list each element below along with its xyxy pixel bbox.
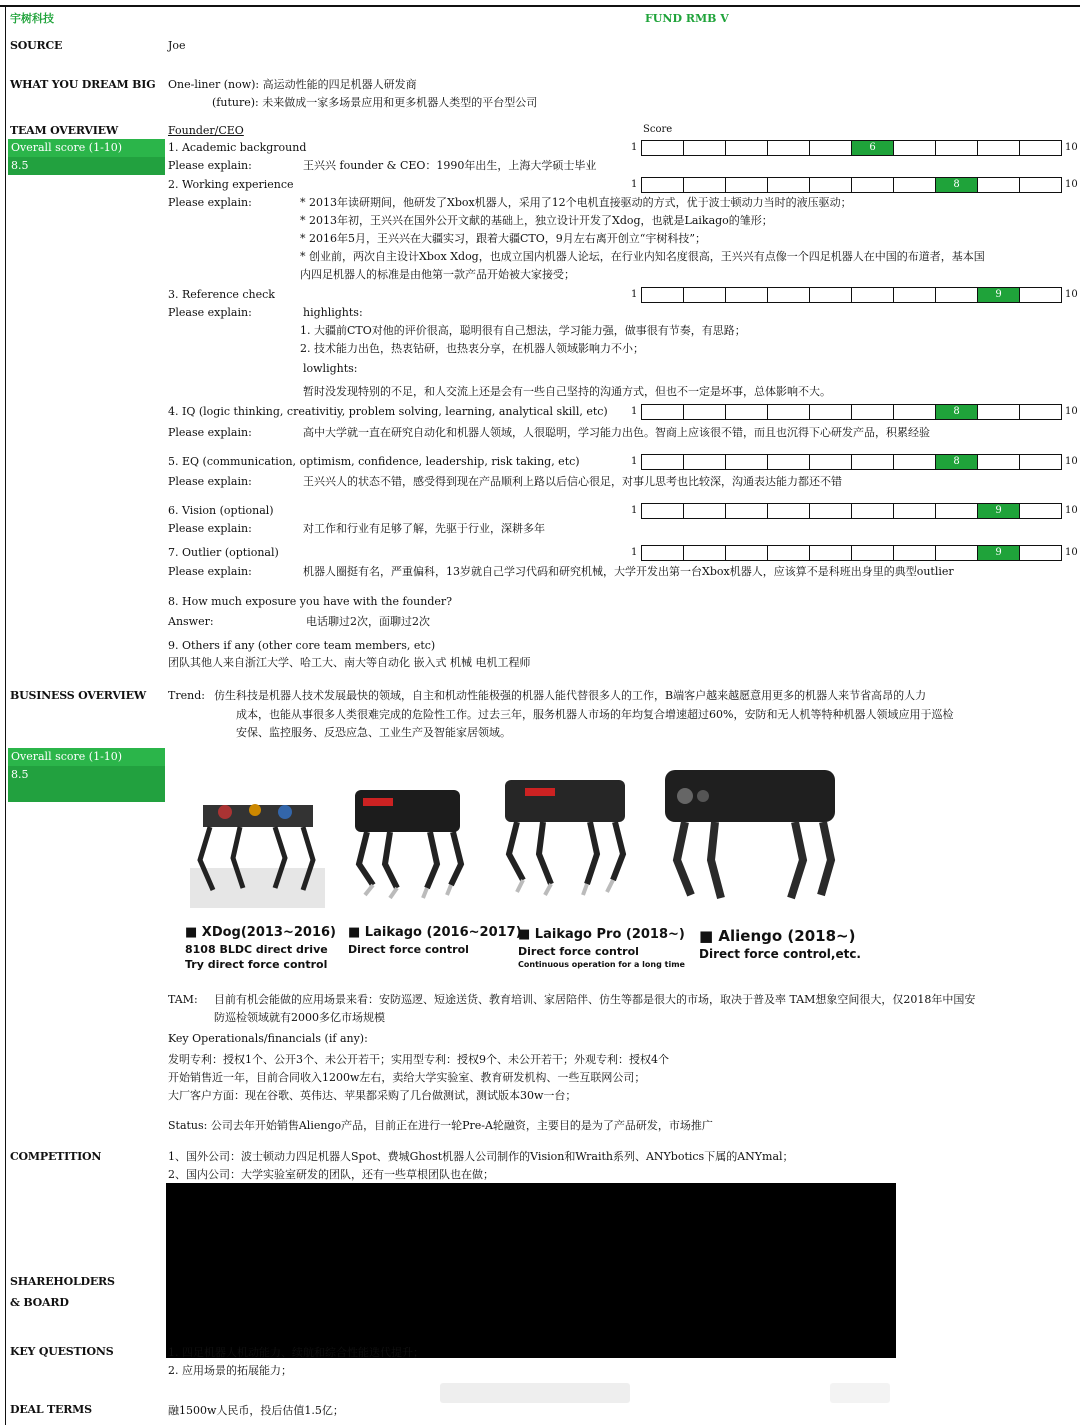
key-question-1: 1. 四足机器人机动能力、续航和综合性能迭代提升；: [168, 1346, 424, 1359]
score-cell: [725, 177, 767, 193]
score-cell: [893, 140, 935, 156]
score-max: 10: [1065, 547, 1078, 558]
score-min: 1: [631, 179, 638, 190]
score-cell: [977, 140, 1019, 156]
score-cell: [767, 404, 809, 420]
score-cell: [1019, 140, 1062, 156]
score-cell: [683, 545, 725, 561]
score-cell: [809, 404, 851, 420]
score-cell: [893, 287, 935, 303]
source-label: SOURCE: [10, 39, 63, 52]
please-explain-label: Please explain:: [168, 306, 252, 319]
please-explain-label: Please explain:: [168, 522, 252, 535]
score-cell: [893, 454, 935, 470]
shareholders-label-1: SHAREHOLDERS: [10, 1275, 115, 1288]
score-max: 10: [1065, 289, 1078, 300]
ops-line-2: 开始销售近一年，目前合同收入1200w左右，卖给大学实验室、教育研发机构、一些互联网公司；: [168, 1071, 646, 1084]
score-cell: [1019, 545, 1062, 561]
score-max: 10: [1065, 406, 1078, 417]
tam-line-1: 目前有机会能做的应用场景来看：安防巡逻、短途送货、教育培训、家居陪伴、仿生等都是很大的市场，取决于普及率 TAM想象空间很大，仅2018年中国安: [214, 993, 976, 1006]
score-cell: [641, 454, 683, 470]
score-cell: [683, 140, 725, 156]
key-question-2: 2. 应用场景的拓展能力；: [168, 1364, 292, 1377]
score-cell: [767, 140, 809, 156]
explain-line: * 2016年5月，王兴兴在大疆实习，跟着大疆CTO，9月左右离开创立“宇树科技”；: [300, 232, 707, 245]
score-cell: [725, 404, 767, 420]
top-rule: [0, 5, 1080, 7]
score-max: 10: [1065, 179, 1078, 190]
score-cell: [767, 545, 809, 561]
score-cell: [725, 287, 767, 303]
ops-label: Key Operationals/financials (if any):: [168, 1032, 368, 1045]
key-questions-label: KEY QUESTIONS: [10, 1345, 114, 1358]
left-rule: [5, 5, 6, 1425]
score-cell: [1019, 454, 1062, 470]
score-cell: [641, 545, 683, 561]
score-cell: [683, 404, 725, 420]
score-cell: [935, 503, 977, 519]
score-cell: 9: [977, 503, 1019, 519]
score-cell: [1019, 404, 1062, 420]
score-cell: [767, 287, 809, 303]
score-cell: [893, 503, 935, 519]
q9-answer: 团队其他人来自浙江大学、哈工大、南大等自动化 嵌入式 机械 电机工程师: [168, 656, 531, 669]
please-explain-label: Please explain:: [168, 159, 252, 172]
explain-line: lowlights:: [303, 362, 358, 375]
ops-line-3: 大厂客户方面：现在谷歌、英伟达、苹果都采购了几台做测试，测试版本30w一台；: [168, 1089, 577, 1102]
team-item-title: 1. Academic background: [168, 141, 307, 154]
score-cell: [767, 177, 809, 193]
competition-line-2: 2、国内公司：大学实验室研发的团队，还有一些草根团队也在做；: [168, 1168, 494, 1181]
score-cell: [767, 454, 809, 470]
robot-caption-line: Direct force control: [518, 945, 639, 958]
score-cell: [935, 545, 977, 561]
score-cell: [809, 140, 851, 156]
business-overall-value: 8.5: [8, 766, 165, 802]
robot-caption-name: ■ XDog(2013~2016): [185, 925, 336, 940]
score-cell: [683, 454, 725, 470]
please-explain-label: Please explain:: [168, 196, 252, 209]
explain-line: 1. 大疆前CTO对他的评价很高，聪明很有自己想法，学习能力强，做事很有节奏，有思路；: [300, 324, 746, 337]
please-explain-label: Please explain:: [168, 426, 252, 439]
business-overall-label: Overall score (1-10): [11, 750, 123, 763]
score-cell: [683, 287, 725, 303]
score-cell: [641, 404, 683, 420]
business-label: BUSINESS OVERVIEW: [10, 689, 146, 702]
score-min: 1: [631, 142, 638, 153]
team-overall-score: [8, 139, 165, 175]
score-cell: [809, 287, 851, 303]
robot-caption-line: 8108 BLDC direct drive: [185, 943, 328, 956]
score-cell: [641, 503, 683, 519]
robot-caption-name: ■ Laikago Pro (2018~): [518, 927, 685, 942]
watermark-blur: [440, 1383, 630, 1403]
score-cell: [725, 503, 767, 519]
score-cell: [725, 140, 767, 156]
team-item-title: 5. EQ (communication, optimism, confidence, leadership, risk taking, etc): [168, 455, 580, 468]
explain-line: * 2013年初，王兴兴在国外公开文献的基础上，独立设计开发了Xdog，也就是Laikago的雏形；: [300, 214, 773, 227]
score-cell: 8: [935, 454, 977, 470]
team-overall-label: Overall score (1-10): [11, 141, 123, 154]
source-value: Joe: [168, 39, 186, 52]
team-item-title: 4. IQ (logic thinking, creativitiy, problem solving, learning, analytical skill, etc): [168, 405, 608, 418]
trend-label: Trend:: [168, 689, 205, 702]
explain-line: 王兴兴 founder & CEO：1990年出生，上海大学硕士毕业: [303, 159, 597, 172]
robot-caption-line: Direct force control,etc.: [699, 947, 861, 961]
score-cell: 6: [851, 140, 893, 156]
company-name: 宇树科技: [10, 12, 54, 25]
score-cell: [935, 140, 977, 156]
score-cell: [809, 177, 851, 193]
dream-future: (future): 未来做成一家多场景应用和更多机器人类型的平台型公司: [212, 96, 538, 109]
explain-line: 对工作和行业有足够了解，先驱于行业，深耕多年: [303, 522, 545, 535]
dream-label: WHAT YOU DREAM BIG: [10, 78, 156, 91]
score-cell: [641, 287, 683, 303]
watermark-blur-right: [830, 1383, 890, 1403]
explain-line: 机器人圈挺有名，严重偏科，13岁就自己学习代码和研究机械，大学开发出第一台Xbox机器人，应该算不是科班出身里的典型outlier: [303, 565, 954, 578]
robot-photos: [185, 760, 845, 920]
score-cell: [977, 404, 1019, 420]
robot-caption-name: ■ Laikago (2016~2017): [348, 925, 522, 940]
trend-line-1: 仿生科技是机器人技术发展最快的领域，自主和机动性能极强的机器人能代替很多人的工作，B端客户越来越愿意用更多的机器人来节省高昂的人力: [214, 689, 927, 702]
explain-line: 王兴兴人的状态不错，感受得到现在产品顺利上路以后信心很足，对事儿思考也比较深，沟通表达能力都还不错: [303, 475, 842, 488]
q8-title: 8. How much exposure you have with the founder?: [168, 595, 453, 608]
status-text: Status: 公司去年开始销售Aliengo产品，目前正在进行一轮Pre-A轮融资，主要目的是为了产品研发，市场推广: [168, 1119, 713, 1132]
score-min: 1: [631, 289, 638, 300]
competition-line-1: 1、国外公司：波士顿动力四足机器人Spot、费城Ghost机器人公司制作的Vision和Wraith系列、ANYbotics下属的ANYmal；: [168, 1150, 794, 1163]
score-cell: [893, 177, 935, 193]
score-bar: [641, 287, 1062, 303]
dream-now: One-liner (now): 高运动性能的四足机器人研发商: [168, 78, 417, 91]
explain-line: 内四足机器人的标准是由他第一款产品开始被大家接受；: [300, 268, 575, 281]
team-item-title: 2. Working experience: [168, 178, 294, 191]
score-cell: [1019, 177, 1062, 193]
score-cell: [893, 404, 935, 420]
score-cell: 8: [935, 404, 977, 420]
score-bar: [641, 140, 1062, 156]
fund-name: FUND RMB V: [645, 12, 729, 25]
score-cell: [809, 545, 851, 561]
score-bar: [641, 404, 1062, 420]
score-cell: [1019, 503, 1062, 519]
team-item-title: 7. Outlier (optional): [168, 546, 279, 559]
score-cell: [851, 454, 893, 470]
explain-line: * 创业前，两次自主设计Xbox Xdog，也成立国内机器人论坛，在行业内知名度很高，王兴兴有点像一个四足机器人在中国的布道者，基本国: [300, 250, 985, 263]
q9-title: 9. Others if any (other core team members, etc): [168, 639, 436, 652]
please-explain-label: Please explain:: [168, 565, 252, 578]
score-cell: [893, 545, 935, 561]
explain-line: highlights:: [303, 306, 363, 319]
score-cell: [809, 503, 851, 519]
explain-line: 高中大学就一直在研究自动化和机器人领域，人很聪明，学习能力出色。智商上应该很不错，而且也沉得下心研发产品，积累经验: [303, 426, 930, 439]
score-cell: 9: [977, 287, 1019, 303]
team-item-title: 6. Vision (optional): [168, 504, 274, 517]
trend-line-2: 成本，也能从事很多人类很难完成的危险性工作。过去三年，服务机器人市场的年均复合增速超过60%，安防和无人机等特种机器人领域应用于巡检: [236, 708, 954, 721]
score-label: Score: [643, 124, 673, 135]
score-cell: [725, 545, 767, 561]
score-bar: [641, 177, 1062, 193]
robot-caption-line: Try direct force control: [185, 958, 328, 971]
explain-line: 2. 技术能力出色，热衷钻研，也热衷分享，在机器人领域影响力不小；: [300, 342, 644, 355]
deal-label: DEAL TERMS: [10, 1403, 92, 1416]
score-max: 10: [1065, 505, 1078, 516]
robot-caption-line: Direct force control: [348, 943, 469, 956]
score-cell: 8: [935, 177, 977, 193]
aliengo-robot-image: [665, 770, 835, 898]
ops-line-1: 发明专利：授权1个、公开3个、未公开若干；实用型专利：授权9个、未公开若干；外观专利：授权4个: [168, 1053, 669, 1066]
xdog-robot-image: [190, 804, 325, 908]
score-cell: [641, 140, 683, 156]
team-overall-value: 8.5: [8, 157, 165, 175]
score-cell: [935, 287, 977, 303]
competition-label: COMPETITION: [10, 1150, 102, 1163]
score-min: 1: [631, 505, 638, 516]
score-bar: [641, 503, 1062, 519]
q8-answer: 电话聊过2次，面聊过2次: [306, 615, 430, 628]
score-cell: [851, 503, 893, 519]
team-item-title: 3. Reference check: [168, 288, 275, 301]
score-cell: [977, 177, 1019, 193]
score-bar: [641, 454, 1062, 470]
team-label: TEAM OVERVIEW: [10, 124, 118, 137]
robot-caption-line: Continuous operation for a long time: [518, 960, 685, 969]
laikago-pro-robot-image: [505, 780, 625, 895]
score-max: 10: [1065, 142, 1078, 153]
score-cell: [851, 287, 893, 303]
score-cell: [683, 503, 725, 519]
score-cell: [641, 177, 683, 193]
score-cell: [977, 454, 1019, 470]
score-cell: 9: [977, 545, 1019, 561]
redacted-block: [166, 1183, 896, 1358]
deal-text: 融1500w人民币，投后估值1.5亿；: [168, 1404, 344, 1417]
founder-label: Founder/CEO: [168, 124, 244, 137]
business-overall-score: [8, 748, 165, 802]
laikago-robot-image: [355, 790, 461, 898]
score-cell: [767, 503, 809, 519]
score-min: 1: [631, 456, 638, 467]
score-cell: [851, 177, 893, 193]
trend-line-3: 安保、监控服务、反恐应急、工业生产及智能家居领域。: [236, 726, 511, 739]
score-cell: [851, 545, 893, 561]
shareholders-label-2: & BOARD: [10, 1296, 69, 1309]
score-bar: [641, 545, 1062, 561]
score-cell: [809, 454, 851, 470]
score-cell: [1019, 287, 1062, 303]
please-explain-label: Please explain:: [168, 475, 252, 488]
score-cell: [683, 177, 725, 193]
explain-line: 暂时没发现特别的不足，和人交流上还是会有一些自己坚持的沟通方式，但也不一定是坏事，总体影响不大。: [303, 385, 831, 398]
tam-line-2: 防巡检领域就有2000多亿市场规模: [214, 1011, 385, 1024]
explain-line: * 2013年读研期间，他研发了Xbox机器人，采用了12个电机直接驱动的方式，优于波士顿动力当时的液压驱动；: [300, 196, 852, 209]
score-cell: [851, 404, 893, 420]
robot-caption-name: ■ Aliengo (2018~): [699, 927, 856, 945]
q8-answer-label: Answer:: [168, 615, 214, 628]
score-min: 1: [631, 547, 638, 558]
score-max: 10: [1065, 456, 1078, 467]
tam-label: TAM:: [168, 993, 198, 1006]
score-cell: [725, 454, 767, 470]
score-min: 1: [631, 406, 638, 417]
